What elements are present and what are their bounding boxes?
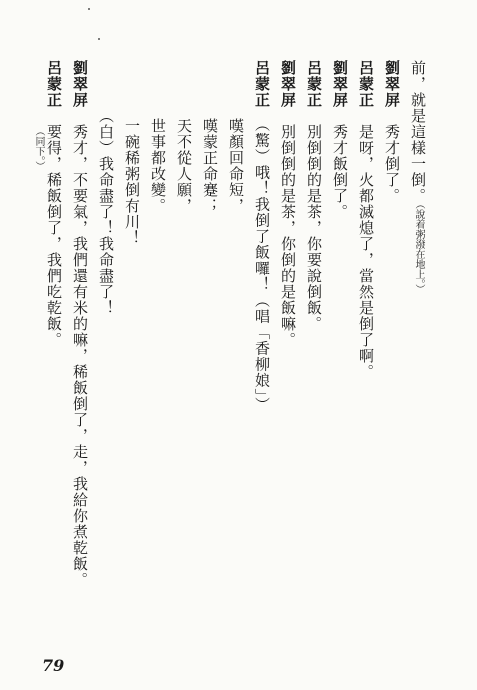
stage-exit (28, 126, 48, 171)
script-line-1 (408, 60, 428, 294)
spoken-line (96, 108, 116, 316)
line-text: 秀才，不要氣，我們還有米的嘛，稀飯倒了，走，我給你煮乾飯。 (71, 124, 89, 588)
script-line-3 (356, 60, 376, 380)
speaker-name: 劉翠屏 (71, 60, 89, 108)
speaker-name: 呂蒙正 (305, 60, 323, 108)
line-text: （同下。） (33, 126, 44, 171)
line-text: 一碗稀粥倒𠕇川！ (123, 118, 141, 246)
line-text: 要得，稀飯倒了，我們吃乾飯。 (45, 124, 63, 348)
script-line-4 (330, 60, 350, 220)
line-text: 是呀，火都滅熄了，當然是倒了啊。 (357, 124, 375, 380)
song-line-4 (148, 118, 168, 214)
speaker-name: 呂蒙正 (253, 60, 271, 108)
song-line-1 (226, 118, 246, 214)
line-text: 前，就是這樣一倒。 (409, 60, 427, 204)
script-line-7 (252, 60, 272, 413)
line-text: 別倒倒的是茶，你倒的是飯嘛。 (279, 124, 297, 348)
speaker-name: 呂蒙正 (357, 60, 375, 108)
line-text: （驚）哦！我倒了飯囉！（唱「香柳娘」） (253, 124, 271, 413)
speaker-name: 劉翠屏 (279, 60, 297, 108)
script-line-9 (44, 60, 64, 348)
song-line-3 (174, 118, 194, 214)
line-text: 嘆蒙正命蹇； (201, 118, 219, 214)
line-text: 世事都改變。 (149, 118, 167, 214)
page-number: 79 (42, 656, 65, 675)
scan-speck (98, 38, 100, 40)
line-text: 別倒倒的是茶，你要說倒飯。 (305, 124, 323, 332)
line-text: （白）我命盡了！我命盡了！ (97, 108, 115, 316)
song-line-2 (200, 118, 220, 214)
line-text: 天不從人願， (175, 118, 193, 214)
speaker-name: 劉翠屏 (331, 60, 349, 108)
stage-direction: （說着粥潑在地上。） (413, 204, 424, 294)
scan-speck (88, 8, 90, 10)
script-line-8 (70, 60, 90, 588)
speaker-name: 呂蒙正 (45, 60, 63, 108)
script-line-5 (304, 60, 324, 332)
speaker-name: 劉翠屏 (383, 60, 401, 108)
line-text: 秀才倒了。 (383, 124, 401, 204)
line-text: 嘆顏回命短， (227, 118, 245, 214)
script-line-6 (278, 60, 298, 348)
script-line-2 (382, 60, 402, 204)
song-line-5 (122, 118, 142, 246)
line-text: 秀才飯倒了。 (331, 124, 349, 220)
